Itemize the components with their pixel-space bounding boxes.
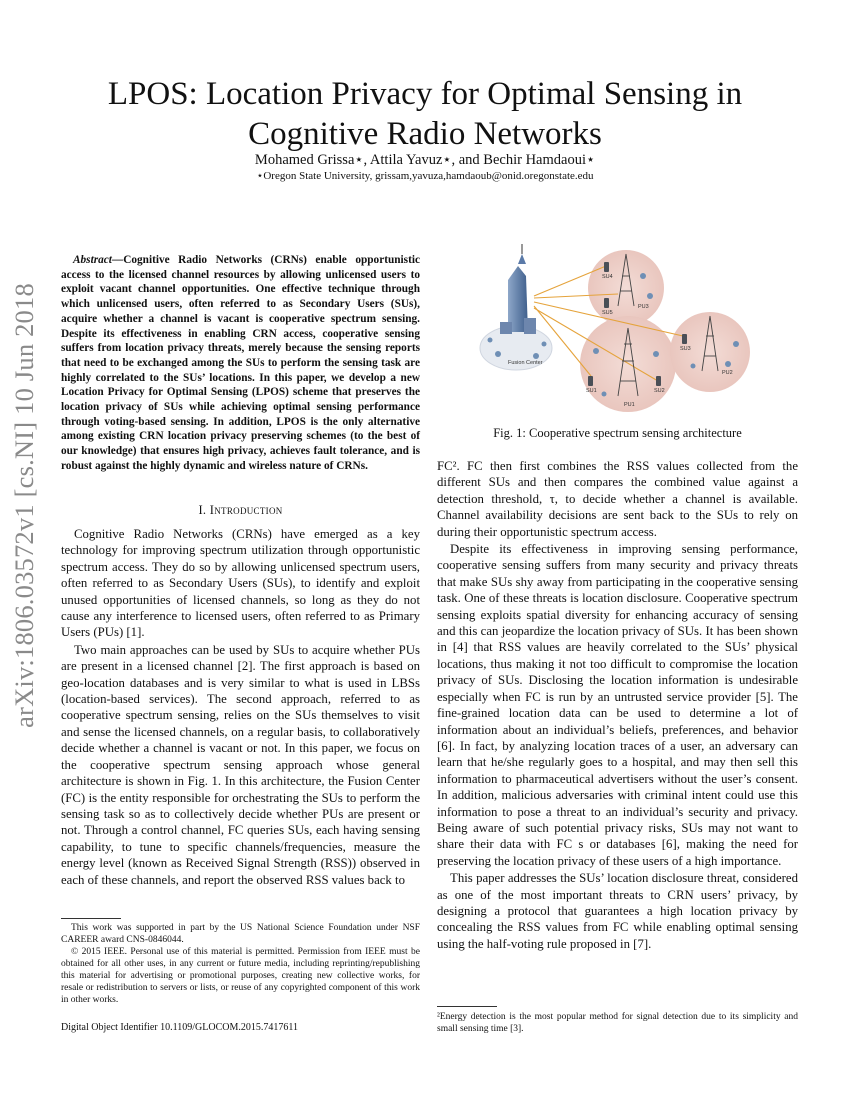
left-column-body [61, 526, 420, 889]
paragraph: FC². FC then first combines the RSS values collected from the different SUs and then compares the combined value against a detection threshold, τ, to decide whether a channel is available. Channel availability decisions are sent back to the SUs to rely on during their opportunistic spectrum access. [437, 459, 798, 539]
su4-phone-icon [604, 262, 609, 272]
figure-caption: Fig. 1: Cooperative spectrum sensing architecture [493, 426, 742, 440]
su2-label: SU2 [654, 388, 665, 394]
coverage-cell-pu2 [670, 312, 750, 392]
copyright-note: © 2015 IEEE. Personal use of this material is permitted. Permission from IEEE must be obtained for all other uses, in any current or future media, including reprinting/republishing this material for advertising or promotional purposes, creating new collective works, for resale or redistribution to servers or lists, or reuse of any copyrighted component of this work in other works. [61, 947, 420, 1005]
architecture-diagram [478, 236, 802, 416]
paper-title [60, 74, 790, 154]
paragraph: Despite its effectiveness in improving sensing performance, cooperative sensing suffers from many security and privacy threats that make SUs shy away from participating in the cooperative sensing task. One of these threats is location disclosure. Cooperative spectrum sensing exploits spatial diversity for enhancing accuracy of sensing and this can jeopardize the location privacy of SUs. It has been shown in [4] that RSS values are heavily correlated to the SUs’ physical locations, thus making it not too difficult to compromise the location privacy of SUs. Disclosing the location information is undesirable especially when FC is run by an untrusted service provider [5]. The fine-grained location data can be used to determine a lot of information about an individual’s beliefs, preferences, and behavior [6]. In fact, by analyzing location traces of a user, an adversary can learn that he/she regularly goes to a hospital, and may then sell this information to pharmaceutical advertisers without the user’s consent. In addition, malicious adversaries with criminal intent could use this information to pose a threat to an individual’s security and privacy. Being aware of such potential privacy risks, SUs may not want to share their data with FC s or databases [6], making the need for preserving the location privacy of these users of a high importance. [437, 542, 798, 868]
affiliation: ⋆Oregon State University, grissam,yavuza,hamdaoub@onid.oregonstate.edu [256, 170, 594, 182]
pu1-label: PU1 [624, 402, 635, 408]
funding-note: This work was supported in part by the US National Science Foundation under NSF CAREER award CNS-0846044. [61, 923, 420, 945]
paragraph: Two main approaches can be used by SUs to acquire whether PUs are present in a licensed channel [2]. The first approach is based on geo-location databases and is very similar to what is used in LBSs (location-based services). The second approach, referred to as cooperative spectrum sensing, relies on the SUs themselves to visit and sense the licensed channels, on a regular basis, to collaboratively decide whether a channel is vacant or not. In this paper, we focus on the cooperative spectrum sensing approach whose general architecture is shown in Fig. 1. In this architecture, the Fusion Center (FC) is the entity responsible for orchestrating the SUs to perform the sensing task so as to collectively decide whether PUs are present or not. Through a control channel, FC queries SUs, each having sensing capability, to tune to specific channels/frequencies, measure the energy level (known as Received Signal Strength (RSS)) observed in each of these channels, and report the observed RSS values back to [61, 642, 420, 887]
su1-label: SU1 [586, 388, 597, 394]
coverage-cell-pu3 [588, 250, 664, 326]
section-numeral: I. [198, 503, 207, 517]
title-line-2: Cognitive Radio Networks [248, 116, 602, 152]
authors: Mohamed Grissa⋆, Attila Yavuz⋆, and Bechir Hamdaoui⋆ [254, 152, 596, 168]
paragraph: This paper addresses the SUs’ location disclosure threat, considered as one of the most important threats to CRN users’ privacy, by designing a protocol that guarantees a high location privacy by concealing the RSS values from FC while enabling optimal sensing using the half-voting rule proposed in [7]. [437, 871, 798, 951]
su3-label: SU3 [680, 346, 691, 352]
paragraph: Cognitive Radio Networks (CRNs) have emerged as a key technology for improving spectrum utilization through opportunistic spectrum access. They do so by allowing unlicensed spectrum users, often referred to as Secondary Users (SUs), to identify and exploit unused opportunities of licensed channels, so long as they do not cause any interference to licensed users, often referred to as Primary Users (PUs) [1]. [61, 527, 420, 640]
title-line-1: LPOS: Location Privacy for Optimal Sensing in [107, 76, 743, 112]
pu2-label: PU2 [722, 370, 733, 376]
section-heading [61, 503, 420, 518]
right-column-body [437, 458, 798, 953]
section-title: Introduction [209, 503, 283, 517]
abstract-text: —Cognitive Radio Networks (CRNs) enable opportunistic access to the licensed channel resources by allowing unlicensed users to exploit vacant channel opportunities. One effective technique through which unlicensed users, often referred to as Secondary Users (SUs), acquire whether a channel is vacant is cooperative spectrum sensing. Despite its effectiveness in enabling CRN access, cooperative sensing suffers from location privacy threats, merely because the sensing reports that need to be exchanged among the SUs to perform the sensing task are highly correlated to the SUs’ locations. In this paper, we develop a new Location Privacy for Optimal Sensing (LPOS) scheme that preserves the location privacy of SUs while achieving optimal sensing performance through voting-based sensing. In addition, LPOS is the only alternative among existing CRN location privacy preserving schemes (to the best of our knowledge) that ensures high privacy, achieves fault tolerance, and is robust against the highly dynamic and wireless nature of CRNs. [61, 254, 420, 472]
su3-phone-icon [682, 334, 687, 344]
abstract [61, 253, 420, 474]
su1-phone-icon [588, 376, 593, 386]
su5-phone-icon [604, 298, 609, 308]
fusion-center-icon [500, 244, 536, 334]
pu3-label: PU3 [638, 304, 649, 310]
fusion-center-label: Fusion Center [508, 360, 543, 366]
figure-1 [478, 236, 802, 416]
abstract-lead: Abstract [73, 254, 112, 266]
doi: Digital Object Identifier 10.1109/GLOCOM.2015.7417611 [61, 1022, 299, 1033]
right-footnote: ²Energy detection is the most popular method for signal detection due to its simplicity and small sensing time [3]. [437, 1012, 798, 1034]
left-footnotes [61, 922, 420, 1006]
su4-label: SU4 [602, 274, 613, 280]
footnote-rule-right [437, 1006, 497, 1007]
arxiv-stamp-text: arXiv:1806.03572v1 [cs.NI] 10 Jun 2018 [8, 282, 39, 728]
su5-label: SU5 [602, 310, 613, 316]
su2-phone-icon [656, 376, 661, 386]
arxiv-stamp [4, 282, 44, 728]
footnote-rule [61, 918, 121, 919]
